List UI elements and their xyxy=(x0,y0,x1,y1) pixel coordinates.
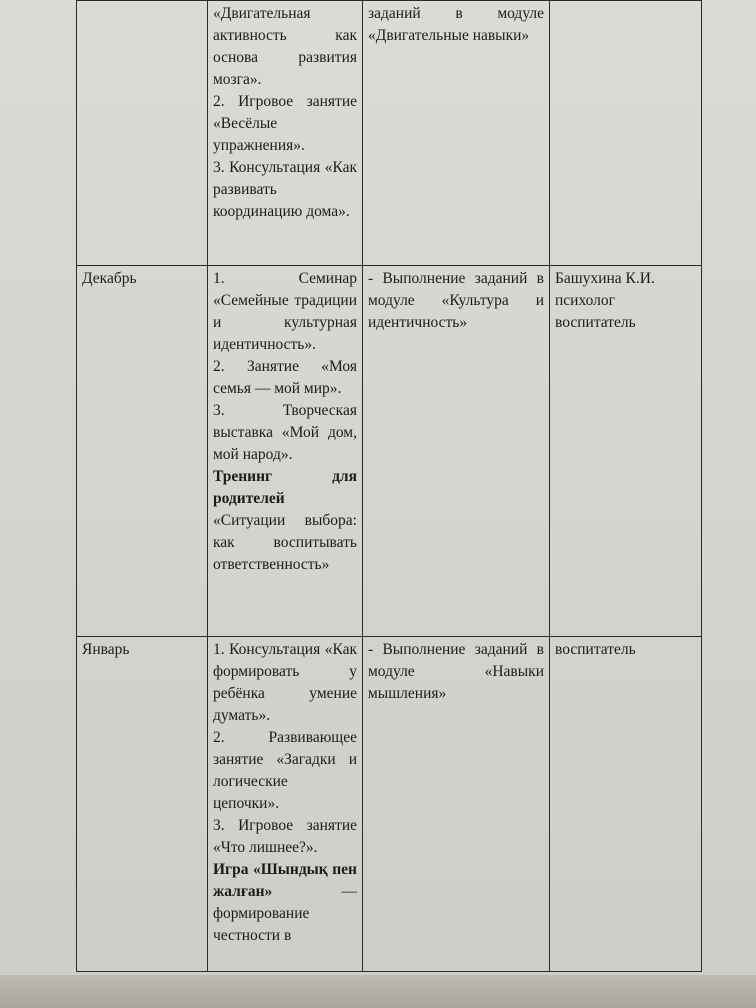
responsible-cell xyxy=(550,266,702,637)
event-item: 2. Занятие «Моя семья — мой мир». xyxy=(213,358,357,397)
training-title: Тренинг для родителей xyxy=(213,468,357,507)
month-label: Январь xyxy=(82,641,130,658)
month-cell xyxy=(77,266,208,637)
module-text: заданий в модуле «Двигательные навыки» xyxy=(368,5,544,44)
event-item: 2. Развивающее занятие «Загадки и логические цепочки». xyxy=(213,729,357,812)
events-cell xyxy=(208,1,363,266)
event-item: 3. Игровое занятие «Что лишнее?». xyxy=(213,817,357,856)
event-item: «Двигательная активность как основа развития мозга». xyxy=(213,5,357,88)
event-item: 3. Консультация «Как развивать координацию дома». xyxy=(213,159,357,220)
responsible-text: воспитатель xyxy=(555,641,636,658)
module-cell xyxy=(363,1,550,266)
events-cell xyxy=(208,637,363,972)
module-cell xyxy=(363,266,550,637)
table-row xyxy=(77,266,702,637)
month-cell xyxy=(77,1,208,266)
page-edge-shadow xyxy=(0,975,756,1008)
events-cell xyxy=(208,266,363,637)
training-text: «Ситуации выбора: как воспитывать ответственность» xyxy=(213,512,357,573)
event-item: 1. Семинар «Семейные традиции и культурная идентичность». xyxy=(213,270,357,353)
module-text: - Выполнение заданий в модуле «Культура и идентичность» xyxy=(368,270,544,331)
game-text: — формирование честности в xyxy=(213,883,357,944)
month-label: Декабрь xyxy=(82,270,137,287)
table-row xyxy=(77,637,702,972)
game-title: Игра «Шындық пен жалған» xyxy=(213,861,357,900)
module-cell xyxy=(363,637,550,972)
responsible-text: Башухина К.И. психолог воспитатель xyxy=(555,270,655,331)
event-item: 3. Творческая выставка «Мой дом, мой народ». xyxy=(213,402,357,463)
plan-table xyxy=(76,0,702,972)
table-row xyxy=(77,1,702,266)
event-item: 1. Консультация «Как формировать у ребёнка умение думать». xyxy=(213,641,357,724)
month-cell xyxy=(77,637,208,972)
module-text: - Выполнение заданий в модуле «Навыки мышления» xyxy=(368,641,544,702)
event-item: 2. Игровое занятие «Весёлые упражнения». xyxy=(213,93,357,154)
responsible-cell xyxy=(550,1,702,266)
responsible-cell xyxy=(550,637,702,972)
